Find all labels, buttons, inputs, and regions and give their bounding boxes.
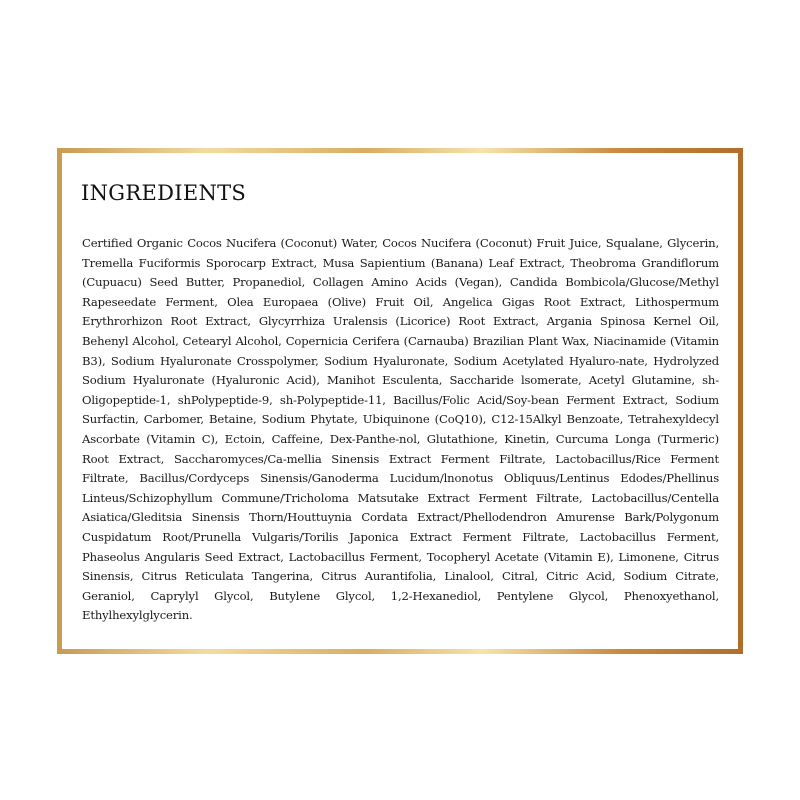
ingredients-heading: INGREDIENTS [81,181,247,205]
ingredients-panel [62,153,738,649]
gold-border-frame [57,148,743,654]
ingredients-list-text: Certified Organic Cocos Nucifera (Coconut) Water, Cocos Nucifera (Coconut) Fruit Juice, Squalane, Glycerin, Tremella Fuciformis Sporocarp Extract, Musa Sapientium (Banana) Leaf Extract, Theobroma Grandiflorum (Cupuacu) Seed Butter, Propanediol, Collagen Amino Acids (Vegan), Candida Bombicola/Glucose/Methyl Rapeseedate Ferment, Olea Europaea (Olive) Fruit Oil, Angelica Gigas Root Extract, Lithospermum Erythrorhizon Root Extract, Glycyrrhiza Uralensis (Licorice) Root Extract, Argania Spinosa Kernel Oil, Behenyl Alcohol, Cetearyl Alcohol, Copernicia Cerifera (Carnauba) Brazilian Plant Wax, Niacinamide (Vitamin B3), Sodium Hyaluronate Crosspolymer, Sodium Hyaluronate, Sodium Acetylated Hyaluro-nate, Hydrolyzed Sodium Hyaluronate (Hyaluronic Acid), Manihot Esculenta, Saccharide lsomerate, Acetyl Glutamine, sh-Oligopeptide-1, shPolypeptide-9, sh-Polypeptide-11, Bacillus/Folic Acid/Soy-bean Ferment Extract, Sodium Surfactin, Carbomer, Betaine, Sodium Phytate, Ubiquinone (CoQ10), C12-15Alkyl Benzoate, Tetrahexyldecyl Ascorbate (Vitamin C), Ectoin, Caffeine, Dex-Panthe-nol, Glutathione, Kinetin, Curcuma Longa (Turmeric) Root Extract, Saccharomyces/Ca-mellia Sinensis Extract Ferment Filtrate, Lactobacillus/Rice Ferment Filtrate, Bacillus/Cordyceps Sinensis/Ganoderma Lucidum/lnonotus Obliquus/Lentinus Edodes/Phellinus Linteus/Schizophyllum Commune/Tricholoma Matsutake Extract Ferment Filtrate, Lactobacillus/Centella Asiatica/Gleditsia Sinensis Thorn/Houttuynia Cordata Extract/Phellodendron Amurense Bark/Polygonum Cuspidatum Root/Prunella Vulgaris/Torilis Japonica Extract Ferment Filtrate, Lactobacillus Ferment, Phaseolus Angularis Seed Extract, Lactobacillus Ferment, Tocopheryl Acetate (Vitamin E), Limonene, Citrus Sinensis, Citrus Reticulata Tangerina, Citrus Aurantifolia, Linalool, Citral, Citric Acid, Sodium Citrate, Geraniol, Caprylyl Glycol, Butylene Glycol, 1,2-Hexanediol, Pentylene Glycol, Phenoxyethanol, Ethylhexylglycerin. [82,236,719,623]
